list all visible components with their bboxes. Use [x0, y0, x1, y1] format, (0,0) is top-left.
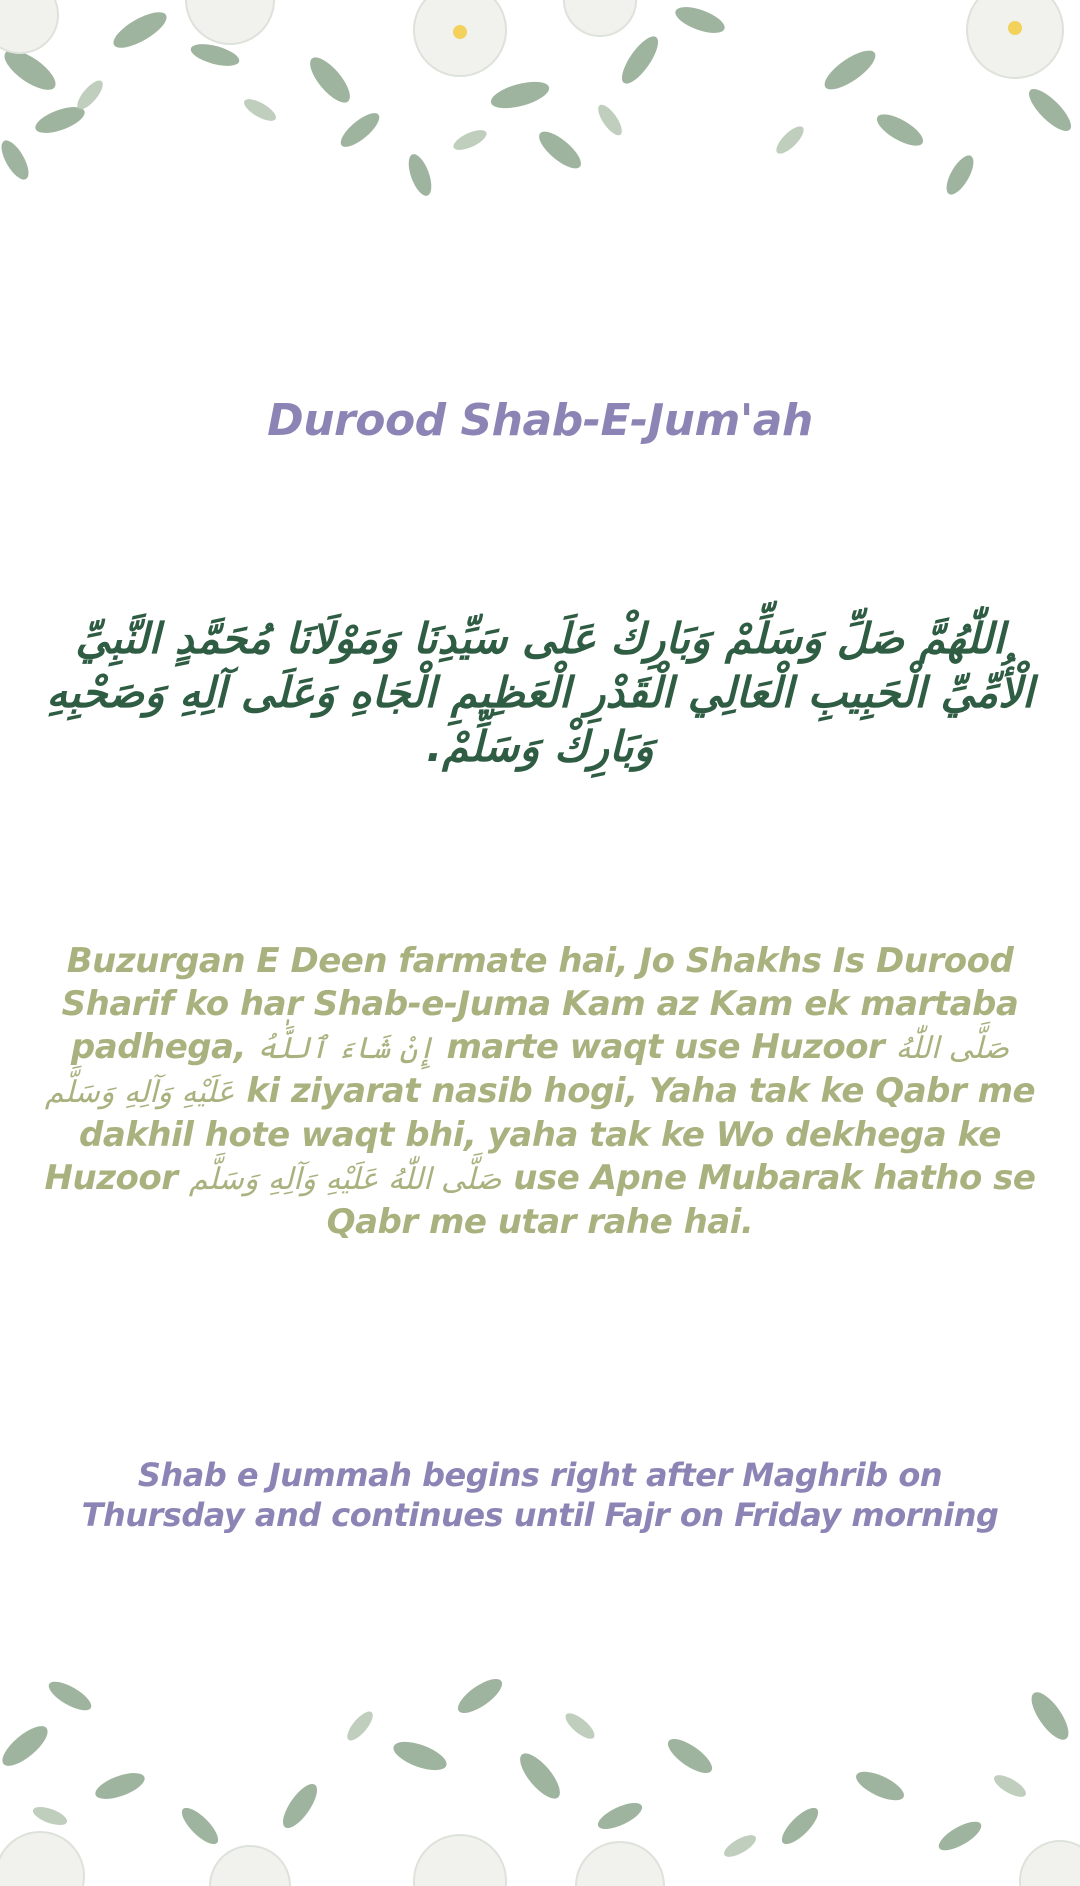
- shab-e-jummah-timing-note: Shab e Jummah begins right after Maghrib on Thursday and continues until Fajr on Friday morning: [81, 1456, 999, 1534]
- salawat-text-1: صَلَّى اللّٰهُ عَلَيْهِ وَآلِهِ وَسَلَّم: [44, 1031, 1010, 1110]
- floral-border-bottom: [0, 1636, 1080, 1886]
- salawat-text-2: صَلَّى اللّٰهُ عَلَيْهِ وَآلِهِ وَسَلَّم: [188, 1162, 502, 1197]
- benefit-text-part1: Buzurgan E Deen farmate hai, Jo Shakhs Is Durood Sharif ko har Shab-e-Juma Kam az Kam ek martaba padhega,: [61, 941, 1019, 1067]
- benefit-text-part2: marte waqt use Huzoor: [446, 1027, 885, 1067]
- benefit-text-part4: use Apne Mubarak hatho se Qabr me utar rahe hai.: [326, 1158, 1036, 1242]
- durood-arabic-text: اللّٰهُمَّ صَلِّ وَسَلِّمْ وَبَارِكْ عَلَى سَيِّدِنَا وَمَوْلَانَا مُحَمَّدٍ النَّبِيِّ الْأُمِّيِّ الْحَبِيبِ الْعَالِي الْقَدْرِ الْعَظِيمِ الْجَاهِ وَعَلَى آلِهِ وَصَحْبِهِ وَبَارِكْ وَسَلِّمْ.: [46, 614, 1034, 771]
- inshallah-text: إِنْ شَاءَ ٱللَّٰهُ: [257, 1031, 435, 1066]
- floral-border-top: [0, 0, 1080, 230]
- durood-benefit-text: [40, 940, 1040, 1244]
- benefit-text-part3: ki ziyarat nasib hogi, Yaha tak ke Qabr me dakhil hote waqt bhi, yaha tak ke Wo dekhega ke Huzoor: [44, 1071, 1036, 1198]
- page-title: Durood Shab-E-Jum'ah: [267, 395, 813, 446]
